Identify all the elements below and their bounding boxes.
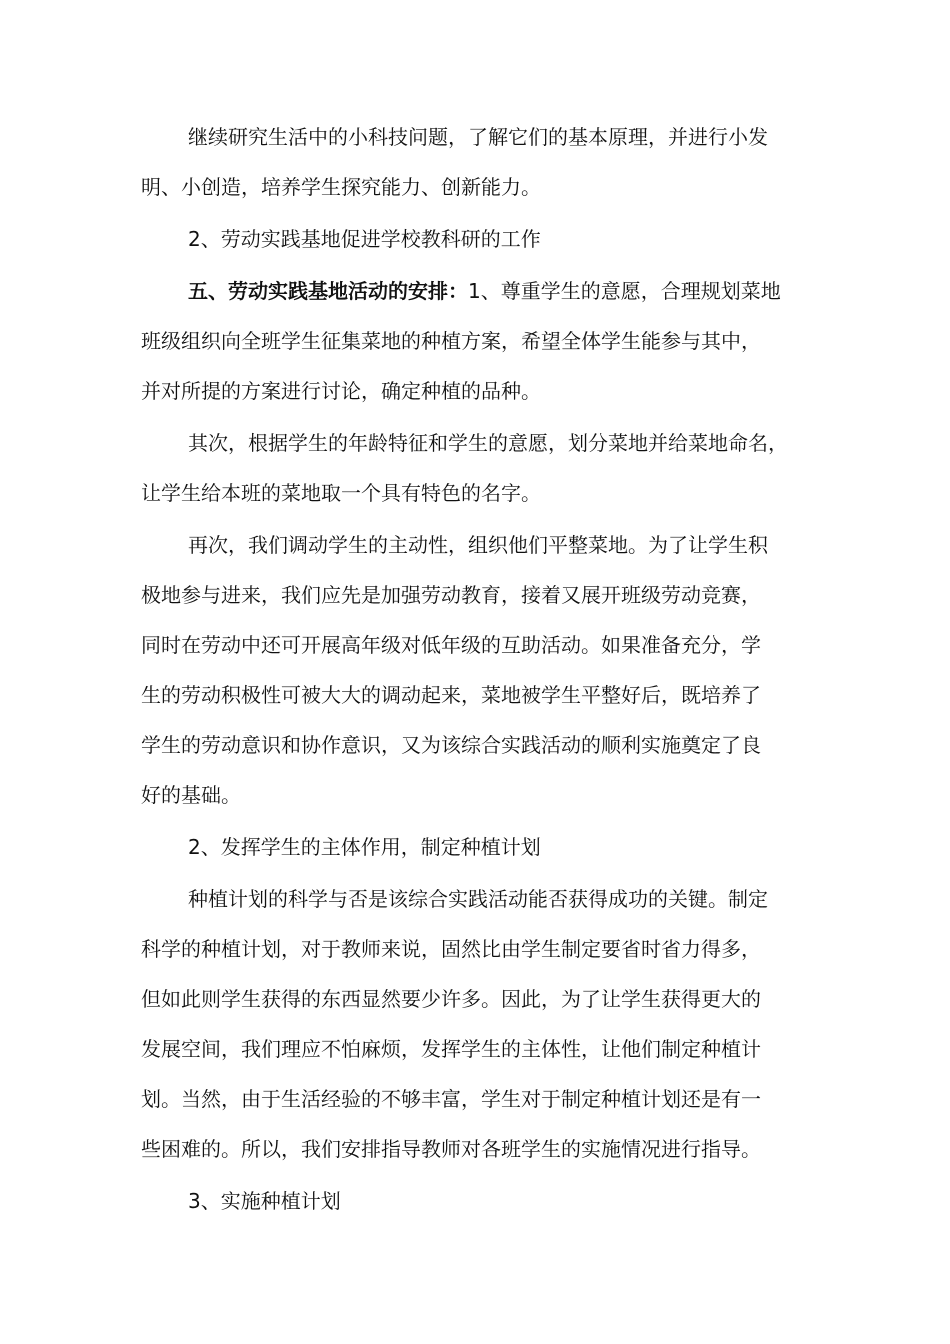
paragraph-4	[141, 418, 825, 518]
text-line: 同时在劳动中还可开展高年级对低年级的互助活动。如果准备充分，学	[141, 633, 761, 657]
section-heading: 五、劳动实践基地活动的安排：	[188, 279, 468, 303]
paragraph-1	[141, 112, 825, 212]
text-line: 划。当然，由于生活经验的不够丰富，学生对于制定种植计划还是有一	[141, 1087, 761, 1111]
paragraph-6	[141, 822, 825, 872]
text-line: 些困难的。所以，我们安排指导教师对各班学生的实施情况进行指导。	[141, 1137, 761, 1161]
text-line: 发展空间，我们理应不怕麻烦，发挥学生的主体性，让他们制定种植计	[141, 1037, 761, 1061]
text-line: 极地参与进来，我们应先是加强劳动教育，接着又展开班级劳动竞赛，	[141, 583, 761, 607]
text-line: 让学生给本班的菜地取一个具有特色的名字。	[141, 481, 541, 505]
text-line: 再次，我们调动学生的主动性，组织他们平整菜地。为了让学生积	[188, 533, 768, 557]
paragraph-7	[141, 874, 825, 1174]
text-line: 学生的劳动意识和协作意识，又为该综合实践活动的顺利实施奠定了良	[141, 733, 761, 757]
text-line: 但如此则学生获得的东西显然要少许多。因此，为了让学生获得更大的	[141, 987, 761, 1011]
text-line: 明、小创造，培养学生探究能力、创新能力。	[141, 175, 541, 199]
paragraph-2	[141, 214, 825, 264]
text-line: 科学的种植计划，对于教师来说，固然比由学生制定要省时省力得多，	[141, 937, 761, 961]
paragraph-5	[141, 520, 825, 820]
text-line: 2、发挥学生的主体作用，制定种植计划	[188, 835, 541, 859]
text-line: 其次，根据学生的年龄特征和学生的意愿，划分菜地并给菜地命名，	[188, 431, 788, 455]
text-line: 3、实施种植计划	[188, 1189, 341, 1213]
text-line: 生的劳动积极性可被大大的调动起来，菜地被学生平整好后，既培养了	[141, 683, 761, 707]
paragraph-3	[141, 266, 825, 416]
paragraph-8	[141, 1176, 825, 1226]
text-run: 1、尊重学生的意愿，合理规划菜地	[468, 279, 781, 303]
text-line: 班级组织向全班学生征集菜地的种植方案，希望全体学生能参与其中，	[141, 329, 761, 353]
text-line: 继续研究生活中的小科技问题，了解它们的基本原理，并进行小发	[188, 125, 768, 149]
text-line: 2、劳动实践基地促进学校教科研的工作	[188, 227, 541, 251]
text-line: 种植计划的科学与否是该综合实践活动能否获得成功的关键。制定	[188, 887, 768, 911]
text-line	[141, 266, 825, 316]
text-line: 好的基础。	[141, 783, 241, 807]
text-line: 并对所提的方案进行讨论，确定种植的品种。	[141, 379, 541, 403]
document-body	[141, 112, 825, 1226]
